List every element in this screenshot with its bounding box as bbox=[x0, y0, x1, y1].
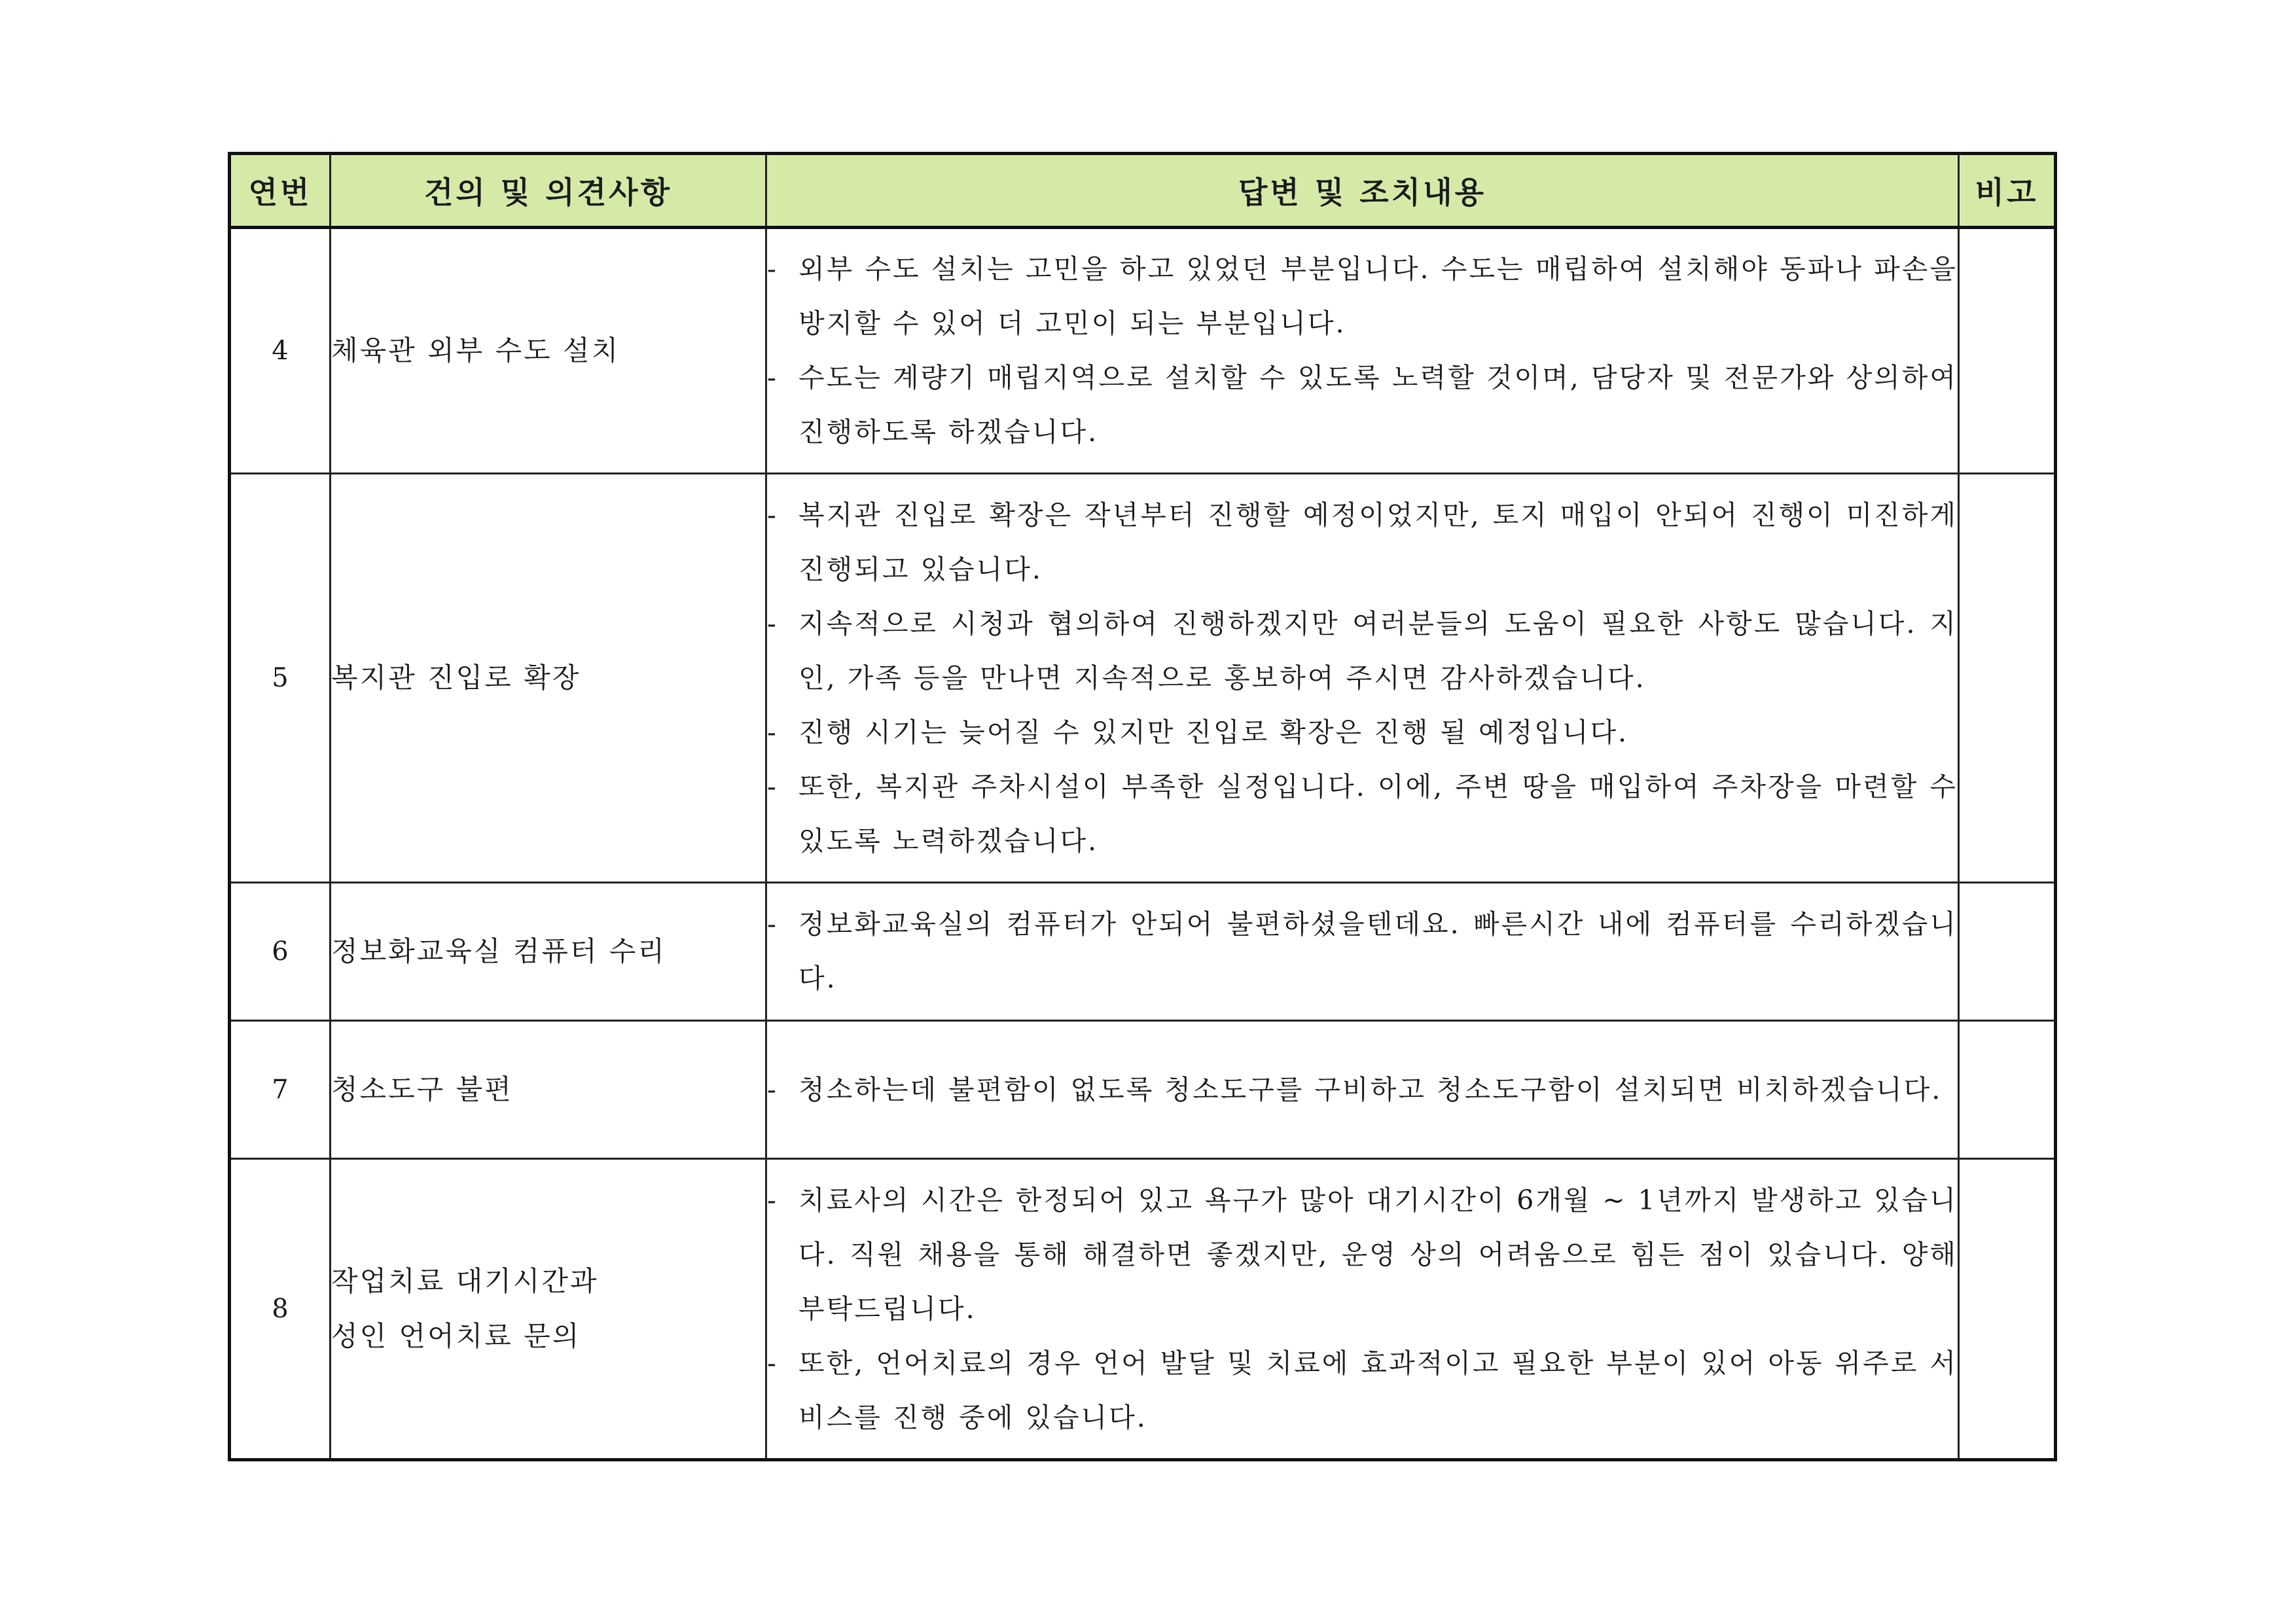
answer-bullet: - 복지관 진입로 확장은 작년부터 진행할 예정이었지만, 토지 매입이 안되어 진행이 미진하게 진행되고 있습니다. bbox=[767, 499, 1958, 585]
table-header-row bbox=[230, 154, 2056, 228]
answer-cell bbox=[766, 474, 1959, 883]
suggestion-cell bbox=[331, 1159, 766, 1460]
header-no: 연번 bbox=[230, 154, 331, 228]
answer-text: 또한, 언어치료의 경우 언어 발달 및 치료에 효과적이고 필요한 부분이 있어 아동 위주로 서비스를 진행 중에 있습니다. bbox=[798, 1347, 1958, 1433]
answer-text: 복지관 진입로 확장은 작년부터 진행할 예정이었지만, 토지 매입이 안되어 진행이 미진하게 진행되고 있습니다. bbox=[798, 499, 1958, 585]
suggestion-cell bbox=[331, 474, 766, 883]
row-number: 5 bbox=[230, 474, 331, 883]
answer-cell bbox=[766, 228, 1959, 474]
answer-bullet: - 또한, 언어치료의 경우 언어 발달 및 치료에 효과적이고 필요한 부분이 있어 아동 위주로 서비스를 진행 중에 있습니다. bbox=[767, 1347, 1958, 1433]
note-cell bbox=[1959, 228, 2056, 474]
suggestion-text: 정보화교육실 컴퓨터 수리 bbox=[331, 935, 666, 967]
answer-text: 정보화교육실의 컴퓨터가 안되어 불편하셨을텐데요. 빠른시간 내에 컴퓨터를 수리하겠습니다. bbox=[798, 908, 1958, 994]
suggestion-text: 체육관 외부 수도 설치 bbox=[331, 334, 620, 366]
answer-text: 청소하는데 불편함이 없도록 청소도구를 구비하고 청소도구함이 설치되면 비치하겠습니다. bbox=[798, 1073, 1943, 1105]
table-row bbox=[230, 1021, 2056, 1159]
table-row bbox=[230, 1159, 2056, 1460]
answer-bullet: - 진행 시기는 늦어질 수 있지만 진입로 확장은 진행 될 예정입니다. bbox=[767, 716, 1629, 748]
suggestion-text: 청소도구 불편 bbox=[331, 1073, 513, 1105]
header-note: 비고 bbox=[1959, 154, 2056, 228]
note-cell bbox=[1959, 883, 2056, 1021]
suggestion-text: 복지관 진입로 확장 bbox=[331, 662, 581, 694]
answer-text: 치료사의 시간은 한정되어 있고 욕구가 많아 대기시간이 6개월 ~ 1년까지 발생하고 있습니다. 직원 채용을 통해 해결하면 좋겠지만, 운영 상의 어려움으로 힘든 점이 있습니다. 양해 부탁드립니다. bbox=[798, 1184, 1958, 1325]
note-cell bbox=[1959, 474, 2056, 883]
answer-bullet: - 치료사의 시간은 한정되어 있고 욕구가 많아 대기시간이 6개월 ~ 1년까지 발생하고 있습니다. 직원 채용을 통해 해결하면 좋겠지만, 운영 상의 어려움으로 힘든 점이 있습니다. 양해 부탁드립니다. bbox=[767, 1184, 1958, 1325]
answer-text: 또한, 복지관 주차시설이 부족한 실정입니다. 이에, 주변 땅을 매입하여 주차장을 마련할 수 있도록 노력하겠습니다. bbox=[798, 770, 1958, 857]
answer-cell bbox=[766, 1021, 1959, 1159]
answer-text: 진행 시기는 늦어질 수 있지만 진입로 확장은 진행 될 예정입니다. bbox=[798, 716, 1629, 748]
suggestion-text: 성인 언어치료 문의 bbox=[331, 1320, 581, 1352]
answer-bullet: - 정보화교육실의 컴퓨터가 안되어 불편하셨을텐데요. 빠른시간 내에 컴퓨터를 수리하겠습니다. bbox=[767, 908, 1958, 994]
answer-cell bbox=[766, 1159, 1959, 1460]
note-cell bbox=[1959, 1021, 2056, 1159]
answer-bullet: - 또한, 복지관 주차시설이 부족한 실정입니다. 이에, 주변 땅을 매입하여 주차장을 마련할 수 있도록 노력하겠습니다. bbox=[767, 770, 1958, 857]
suggestion-text: 작업치료 대기시간과 bbox=[331, 1265, 599, 1297]
answer-text: 지속적으로 시청과 협의하여 진행하겠지만 여러분들의 도움이 필요한 사항도 많습니다. 지인, 가족 등을 만나면 지속적으로 홍보하여 주시면 감사하겠습니다. bbox=[798, 607, 1958, 694]
answer-bullet: - 지속적으로 시청과 협의하여 진행하겠지만 여러분들의 도움이 필요한 사항도 많습니다. 지인, 가족 등을 만나면 지속적으로 홍보하여 주시면 감사하겠습니다. bbox=[767, 607, 1958, 694]
answer-bullet: - 청소하는데 불편함이 없도록 청소도구를 구비하고 청소도구함이 설치되면 비치하겠습니다. bbox=[767, 1073, 1943, 1105]
table-row bbox=[230, 883, 2056, 1021]
header-answer: 답변 및 조치내용 bbox=[766, 154, 1959, 228]
header-item: 건의 및 의견사항 bbox=[331, 154, 766, 228]
row-number: 4 bbox=[230, 228, 331, 474]
note-cell bbox=[1959, 1159, 2056, 1460]
suggestions-table bbox=[228, 152, 2057, 1461]
suggestion-cell bbox=[331, 228, 766, 474]
answer-text: 외부 수도 설치는 고민을 하고 있었던 부분입니다. 수도는 매립하여 설치해야 동파나 파손을 방지할 수 있어 더 고민이 되는 부분입니다. bbox=[798, 253, 1958, 339]
table-row bbox=[230, 228, 2056, 474]
row-number: 8 bbox=[230, 1159, 331, 1460]
suggestion-cell bbox=[331, 883, 766, 1021]
answer-bullet: - 외부 수도 설치는 고민을 하고 있었던 부분입니다. 수도는 매립하여 설치해야 동파나 파손을 방지할 수 있어 더 고민이 되는 부분입니다. bbox=[767, 253, 1958, 339]
answer-bullet: - 수도는 계량기 매립지역으로 설치할 수 있도록 노력할 것이며, 담당자 및 전문가와 상의하여 진행하도록 하겠습니다. bbox=[767, 362, 1958, 448]
table-row bbox=[230, 474, 2056, 883]
answer-cell bbox=[766, 883, 1959, 1021]
answer-text: 수도는 계량기 매립지역으로 설치할 수 있도록 노력할 것이며, 담당자 및 전문가와 상의하여 진행하도록 하겠습니다. bbox=[798, 362, 1958, 448]
row-number: 6 bbox=[230, 883, 331, 1021]
row-number: 7 bbox=[230, 1021, 331, 1159]
suggestion-cell bbox=[331, 1021, 766, 1159]
